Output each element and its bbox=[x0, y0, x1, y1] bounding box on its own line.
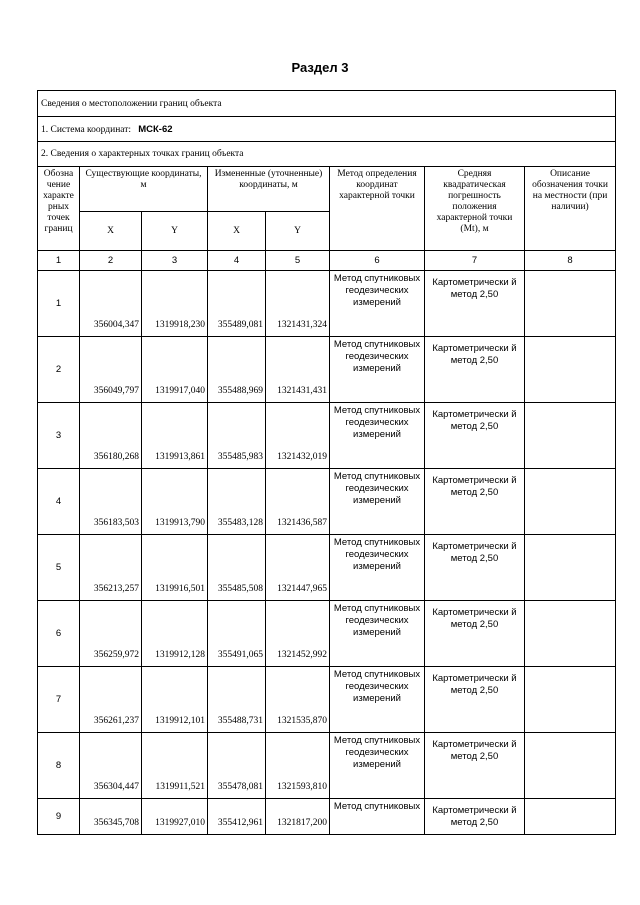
y-changed-cell: 1321432,019 bbox=[266, 403, 330, 469]
y-changed-cell: 1321436,587 bbox=[266, 469, 330, 535]
x-changed-cell: 355491,065 bbox=[208, 601, 266, 667]
coord-system-label: 1. Система координат: bbox=[41, 124, 132, 135]
table-row bbox=[38, 403, 616, 469]
coord-system-cell bbox=[38, 117, 616, 142]
object-info-text: Сведения о местоположении границ объекта bbox=[38, 91, 616, 117]
method-cell: Метод спутниковых геодезических измерений bbox=[330, 535, 425, 601]
y-existing-cell: 1319927,010 bbox=[142, 799, 208, 835]
y-changed-cell: 1321535,870 bbox=[266, 667, 330, 733]
point-id-cell: 8 bbox=[38, 733, 80, 799]
x-existing-cell: 356304,447 bbox=[80, 733, 142, 799]
coord-system-row bbox=[38, 117, 616, 142]
accuracy-cell: Картометрически й метод 2,50 bbox=[425, 535, 525, 601]
points-info-row bbox=[38, 142, 616, 167]
x-existing-cell: 356183,503 bbox=[80, 469, 142, 535]
description-cell bbox=[525, 601, 616, 667]
point-id-cell: 2 bbox=[38, 337, 80, 403]
x-changed-cell: 355478,081 bbox=[208, 733, 266, 799]
y-existing-cell: 1319911,521 bbox=[142, 733, 208, 799]
x-existing-cell: 356261,237 bbox=[80, 667, 142, 733]
table-row bbox=[38, 733, 616, 799]
x-existing-cell: 356213,257 bbox=[80, 535, 142, 601]
description-cell bbox=[525, 337, 616, 403]
col-number: 1 bbox=[38, 251, 80, 271]
y-existing-cell: 1319913,790 bbox=[142, 469, 208, 535]
accuracy-cell: Картометрически й метод 2,50 bbox=[425, 667, 525, 733]
accuracy-cell: Картометрически й метод 2,50 bbox=[425, 601, 525, 667]
description-cell bbox=[525, 733, 616, 799]
boundary-points-table bbox=[37, 90, 616, 835]
accuracy-cell: Картометрически й метод 2,50 bbox=[425, 271, 525, 337]
method-cell: Метод спутниковых геодезических измерений bbox=[330, 601, 425, 667]
x-changed-cell: 355485,983 bbox=[208, 403, 266, 469]
description-cell bbox=[525, 667, 616, 733]
points-info-text: 2. Сведения о характерных точках границ объекта bbox=[38, 142, 616, 167]
section-title: Раздел 3 bbox=[291, 60, 349, 75]
y-changed-cell: 1321452,992 bbox=[266, 601, 330, 667]
header-changed-coords: Измененные (уточненные) координаты, м bbox=[208, 167, 330, 212]
col-number: 7 bbox=[425, 251, 525, 271]
method-cell: Метод спутниковых геодезических измерений bbox=[330, 469, 425, 535]
x-changed-cell: 355412,961 bbox=[208, 799, 266, 835]
table-row bbox=[38, 271, 616, 337]
header-x-existing: X bbox=[80, 212, 142, 251]
header-y-changed: Y bbox=[266, 212, 330, 251]
x-existing-cell: 356004,347 bbox=[80, 271, 142, 337]
header-row bbox=[38, 167, 616, 212]
x-changed-cell: 355485,508 bbox=[208, 535, 266, 601]
x-changed-cell: 355488,969 bbox=[208, 337, 266, 403]
coord-system-value: МСК-62 bbox=[138, 123, 173, 135]
method-cell: Метод спутниковых геодезических измерений bbox=[330, 403, 425, 469]
header-existing-coords: Существующие координаты, м bbox=[80, 167, 208, 212]
y-existing-cell: 1319917,040 bbox=[142, 337, 208, 403]
x-changed-cell: 355483,128 bbox=[208, 469, 266, 535]
y-changed-cell: 1321431,324 bbox=[266, 271, 330, 337]
method-cell: Метод спутниковых геодезических измерений bbox=[330, 733, 425, 799]
x-changed-cell: 355488,731 bbox=[208, 667, 266, 733]
y-changed-cell: 1321593,810 bbox=[266, 733, 330, 799]
x-existing-cell: 356259,972 bbox=[80, 601, 142, 667]
col-number: 8 bbox=[525, 251, 616, 271]
header-y-existing: Y bbox=[142, 212, 208, 251]
y-existing-cell: 1319913,861 bbox=[142, 403, 208, 469]
table-row bbox=[38, 667, 616, 733]
point-id-cell: 5 bbox=[38, 535, 80, 601]
y-changed-cell: 1321447,965 bbox=[266, 535, 330, 601]
accuracy-cell: Картометрически й метод 2,50 bbox=[425, 337, 525, 403]
description-cell bbox=[525, 799, 616, 835]
description-cell bbox=[525, 469, 616, 535]
x-existing-cell: 356345,708 bbox=[80, 799, 142, 835]
y-changed-cell: 1321431,431 bbox=[266, 337, 330, 403]
x-existing-cell: 356180,268 bbox=[80, 403, 142, 469]
y-existing-cell: 1319918,230 bbox=[142, 271, 208, 337]
accuracy-cell: Картометрически й метод 2,50 bbox=[425, 403, 525, 469]
table-row bbox=[38, 337, 616, 403]
description-cell bbox=[525, 271, 616, 337]
point-id-cell: 7 bbox=[38, 667, 80, 733]
table-row bbox=[38, 469, 616, 535]
header-x-changed: X bbox=[208, 212, 266, 251]
col-number: 2 bbox=[80, 251, 142, 271]
point-id-cell: 3 bbox=[38, 403, 80, 469]
column-number-row bbox=[38, 251, 616, 271]
description-cell bbox=[525, 403, 616, 469]
y-changed-cell: 1321817,200 bbox=[266, 799, 330, 835]
y-existing-cell: 1319916,501 bbox=[142, 535, 208, 601]
point-id-cell: 9 bbox=[38, 799, 80, 835]
y-existing-cell: 1319912,101 bbox=[142, 667, 208, 733]
header-accuracy: Средняя квадратическая погрешность положения характерной точки (Mt), м bbox=[425, 167, 525, 251]
method-cell: Метод спутниковых геодезических измерений bbox=[330, 667, 425, 733]
x-existing-cell: 356049,797 bbox=[80, 337, 142, 403]
x-changed-cell: 355489,081 bbox=[208, 271, 266, 337]
point-id-cell: 1 bbox=[38, 271, 80, 337]
col-number: 3 bbox=[142, 251, 208, 271]
accuracy-cell: Картометрически й метод 2,50 bbox=[425, 469, 525, 535]
accuracy-cell: Картометрически й метод 2,50 bbox=[425, 733, 525, 799]
method-cell: Метод спутниковых геодезических измерений bbox=[330, 337, 425, 403]
table-row bbox=[38, 535, 616, 601]
accuracy-cell: Картометрически й метод 2,50 bbox=[425, 799, 525, 835]
header-method: Метод определения координат характерной точки bbox=[330, 167, 425, 251]
object-info-row bbox=[38, 91, 616, 117]
y-existing-cell: 1319912,128 bbox=[142, 601, 208, 667]
description-cell bbox=[525, 535, 616, 601]
point-id-cell: 6 bbox=[38, 601, 80, 667]
header-description: Описание обозначения точки на местности (при наличии) bbox=[525, 167, 616, 251]
table-row bbox=[38, 601, 616, 667]
col-number: 4 bbox=[208, 251, 266, 271]
col-number: 5 bbox=[266, 251, 330, 271]
method-cell: Метод спутниковых bbox=[330, 799, 425, 835]
col-number: 6 bbox=[330, 251, 425, 271]
table-row bbox=[38, 799, 616, 835]
method-cell: Метод спутниковых геодезических измерений bbox=[330, 271, 425, 337]
header-point-id: Обозна чение характе рных точек границ bbox=[38, 167, 80, 251]
point-id-cell: 4 bbox=[38, 469, 80, 535]
